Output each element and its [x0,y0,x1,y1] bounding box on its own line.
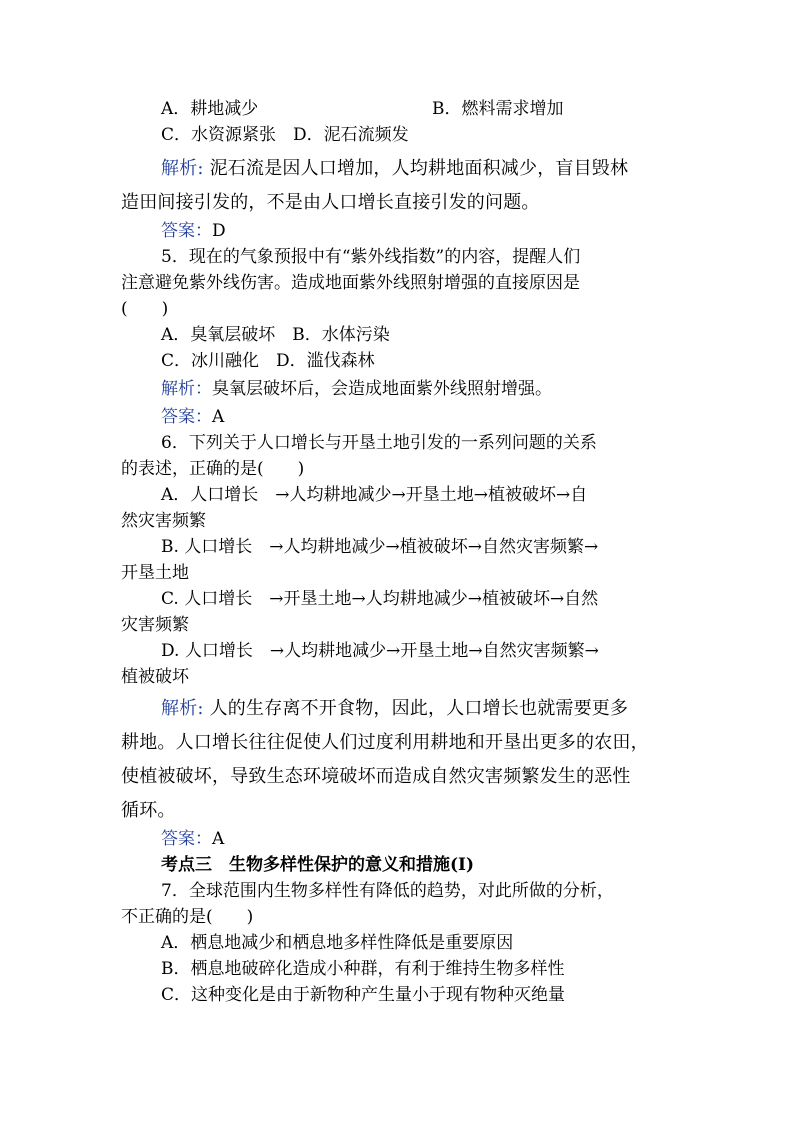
q7-option-a: A．栖息地减少和栖息地多样性降低是重要原因 [161,933,514,953]
q6-analysis-line2: 耕地。人口增长往往促使人们过度利用耕地和开垦出更多的农田， [121,732,649,753]
q6-analysis-line4: 循环。 [121,800,176,821]
q7-stem-line1: 7．全球范围内生物多样性有降低的趋势，对此所做的分析， [161,881,614,901]
q6-answer-label: 答案： [161,829,212,849]
q4-option-a: A．耕地减少 [161,99,259,119]
q6-analysis-line1 [161,692,628,726]
q5-analysis-text: 臭氧层破坏后，会造成地面紫外线照射增强。 [212,379,552,399]
q5-stem-line3: ( ) [121,299,169,319]
q5-analysis [161,376,552,402]
q7-stem-line2: 不正确的是( ) [121,907,254,927]
q6-option-d-line2: 植被破坏 [121,667,189,687]
q6-option-b-line2: 开垦土地 [121,563,189,583]
q4-answer [161,218,226,244]
q5-options-ab: A．臭氧层破坏 B．水体污染 [161,325,390,345]
q4-analysis-line2: 造田间接引发的，不是由人口增长直接引发的问题。 [121,192,540,213]
q6-option-b-line1: B. 人口增长 →人均耕地减少→植被破坏→自然灾害频繁→ [161,537,599,557]
q6-analysis-line3: 使植被破坏，导致生态环境破坏而造成自然灾害频繁发生的恶性 [121,766,631,787]
q6-stem-line1: 6．下列关于人口增长与开垦土地引发的一系列问题的关系 [161,433,597,453]
q6-option-c-line1: C. 人口增长 →开垦土地→人均耕地减少→植被破坏→自然 [161,589,599,609]
q6-answer [161,826,224,852]
q4-option-cd: C．水资源紧张 D．泥石流频发 [161,125,409,145]
q5-answer [161,404,224,430]
q5-stem-line1: 5．现在的气象预报中有“紫外线指数”的内容，提醒人们 [161,247,581,267]
q6-option-a-line2: 然灾害频繁 [121,511,206,531]
q4-option-b: B．燃料需求增加 [432,99,564,119]
q4-answer-value: D [212,221,226,241]
q5-analysis-label: 解析： [161,379,212,399]
q6-option-d-line1: D. 人口增长 →人均耕地减少→开垦土地→自然灾害频繁→ [161,641,599,661]
q5-answer-value: A [212,407,225,427]
q6-analysis-text1: 人的生存离不开食物，因此，人口增长也就需要更多 [203,698,629,719]
section-heading: 考点三 生物多样性保护的意义和措施(Ⅰ) [161,855,475,875]
q5-stem-line2: 注意避免紫外线伤害。造成地面紫外线照射增强的直接原因是 [121,273,580,293]
q6-option-a-line1: A．人口增长 →人均耕地减少→开垦土地→植被破坏→自 [161,485,588,505]
q4-analysis-text1: 泥石流是因人口增加，人均耕地面积减少，盲目毁林 [203,158,629,179]
q6-answer-value: A [212,829,225,849]
q4-analysis-line1 [161,152,628,186]
q7-option-c: C．这种变化是由于新物种产生量小于现有物种灭绝量 [161,985,566,1005]
q4-options-ab [161,96,258,122]
q6-stem-line2: 的表述，正确的是( ) [121,459,305,479]
q7-option-b: B．栖息地破碎化造成小种群，有利于维持生物多样性 [161,959,565,979]
q4-analysis-label: 解析: [161,158,204,179]
q5-options-cd: C．冰川融化 D．滥伐森林 [161,351,375,371]
q5-answer-label: 答案： [161,407,212,427]
q6-analysis-label: 解析: [161,698,204,719]
q6-option-c-line2: 灾害频繁 [121,615,189,635]
q4-answer-label: 答案： [161,221,212,241]
